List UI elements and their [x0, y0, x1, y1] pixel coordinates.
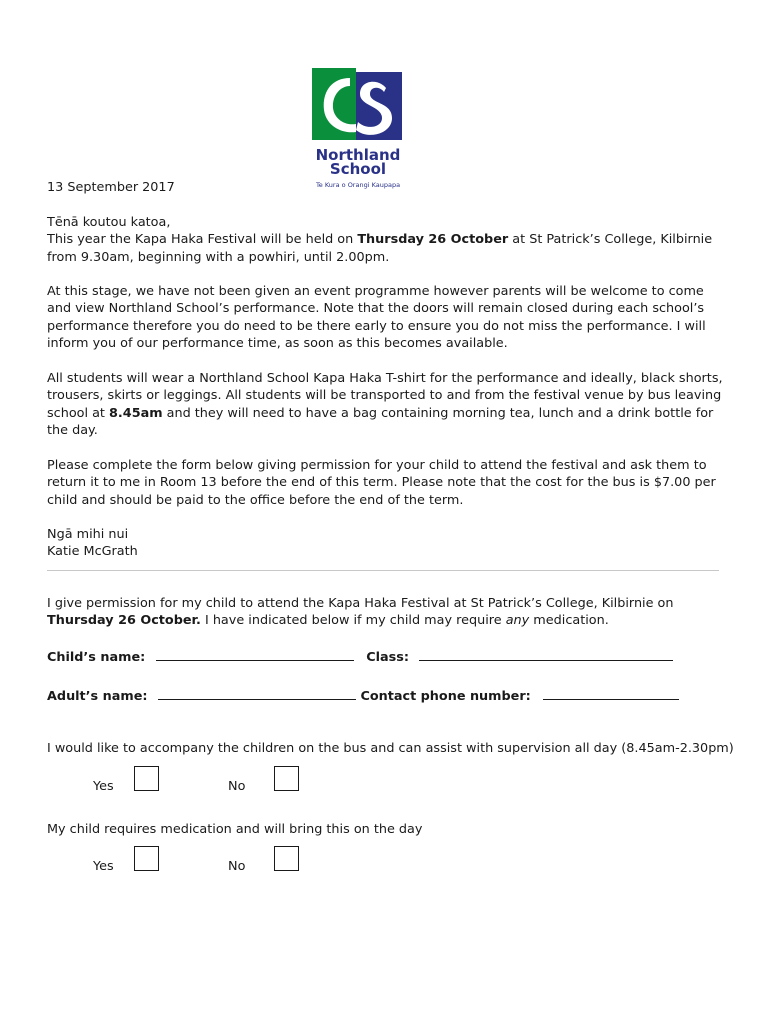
- accompany-no-checkbox[interactable]: [274, 766, 299, 791]
- accompany-no-label: No: [228, 779, 246, 794]
- child-class-row: [47, 648, 673, 665]
- logo-name-line2: School: [329, 160, 387, 178]
- p3-text-b: and they will need to have a bag containing morning tea, lunch and a drink bottle for the day.: [47, 405, 714, 439]
- medication-yes-label: Yes: [93, 859, 114, 874]
- logo-wordmark: [312, 148, 404, 176]
- perm-text-b: I have indicated below if my child may require: [200, 613, 506, 629]
- logo-tagline: Te Kura o Orangi Kaupapa: [315, 181, 401, 189]
- p3-bold-time: 8.45am: [109, 405, 163, 421]
- signature: Katie McGrath: [47, 544, 138, 560]
- medication-no-checkbox[interactable]: [274, 846, 299, 871]
- accompany-question: I would like to accompany the children on the bus and can assist with supervision all day (8.45am-2.30pm): [47, 741, 734, 756]
- phone-label: Contact phone number:: [360, 689, 531, 704]
- perm-italic-any: any: [505, 613, 530, 629]
- letter-date: 13 September 2017: [47, 180, 175, 195]
- child-name-label: Child’s name:: [47, 650, 146, 665]
- child-name-field[interactable]: [156, 648, 354, 661]
- programme-paragraph: At this stage, we have not been given an event programme however parents will be welcome to come and view Northland School’s performance. Note that the doors will remain closed during each school’s performance therefore you do need to be there early to ensure you do not miss the performance. I will inform you of our performance time, as soon as this becomes available.: [47, 284, 706, 352]
- adult-name-field[interactable]: [158, 687, 356, 700]
- accompany-yes-checkbox[interactable]: [134, 766, 159, 791]
- p1-bold-date: Thursday 26 October: [357, 232, 509, 248]
- uniform-transport-paragraph: [47, 370, 727, 440]
- permission-statement: [47, 595, 727, 630]
- medication-yes-checkbox[interactable]: [134, 846, 159, 871]
- class-field[interactable]: [419, 648, 673, 661]
- school-logo: [312, 68, 404, 189]
- school-crest-icon: [312, 68, 404, 140]
- adult-name-label: Adult’s name:: [47, 689, 148, 704]
- medication-no-label: No: [228, 859, 246, 874]
- adult-phone-row: [47, 687, 679, 704]
- perm-bold-date: Thursday 26 October.: [47, 613, 201, 629]
- p1-text-b: at St Patrick’s College, Kilbirnie from 9.30am, beginning with a powhiri, until 2.00pm.: [47, 232, 713, 265]
- phone-field[interactable]: [543, 687, 679, 700]
- p1-text-a: This year the Kapa Haka Festival will be held on: [47, 232, 358, 248]
- intro-paragraph: [47, 214, 727, 266]
- greeting: Tēnā koutou katoa,: [47, 215, 171, 230]
- festival-date-paragraph: [47, 231, 727, 266]
- p3-text-a: All students will wear a Northland School Kapa Haka T-shirt for the performance and ideally, black shorts, trousers, skirts or leggings. All students will be transported to and from the festival venue by bus leaving school at: [47, 371, 723, 421]
- medication-question: My child requires medication and will bring this on the day: [47, 822, 423, 837]
- accompany-yes-label: Yes: [93, 779, 114, 794]
- perm-text-c: medication.: [529, 613, 609, 629]
- class-label: Class:: [366, 650, 409, 665]
- tear-off-divider: [47, 570, 719, 571]
- logo-name-line1: Northland: [315, 146, 401, 164]
- perm-text-a: I give permission for my child to attend the Kapa Haka Festival at St Patrick’s College, Kilbirnie on: [47, 596, 674, 611]
- form-instructions-paragraph: Please complete the form below giving permission for your child to attend the festival and ask them to return it to me in Room 13 before the end of this term. Please note that the cost for the bus is $7.00 per child and should be paid to the office before the end of the term.: [47, 458, 716, 508]
- sign-off: [47, 526, 727, 561]
- closing: Ngā mihi nui: [47, 527, 129, 542]
